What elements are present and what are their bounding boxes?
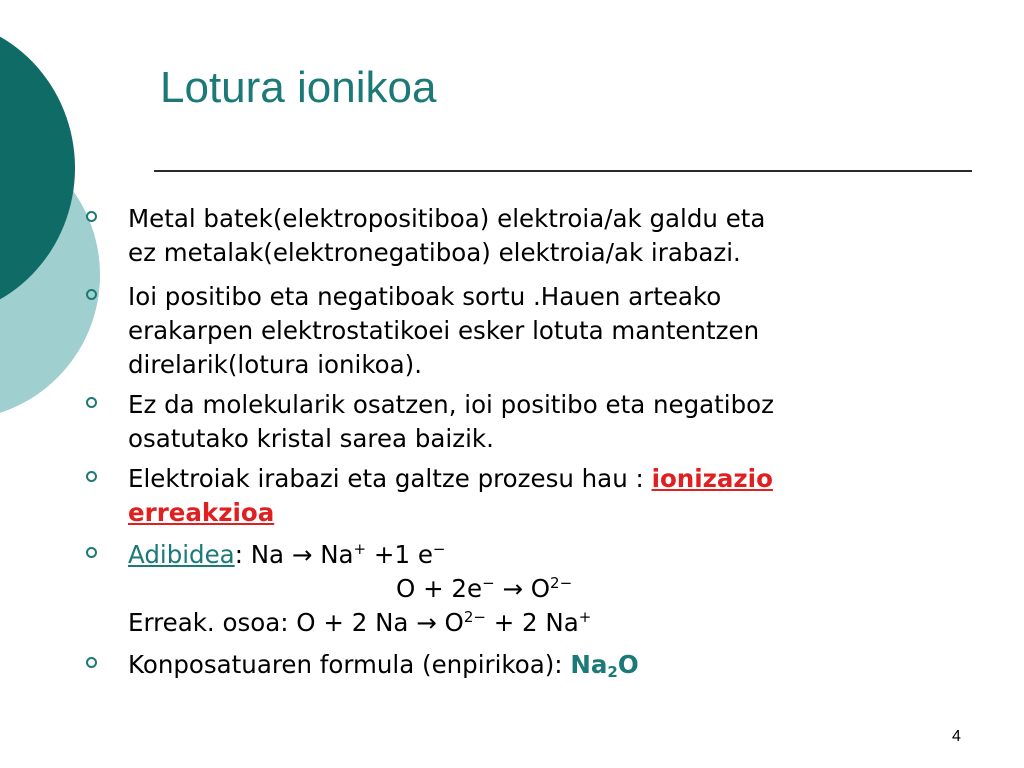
bullet-line: Ioi positibo eta negatiboak sortu .Hauen arteako: [128, 282, 722, 311]
bullet-line: ez metalak(elektronegatiboa) elektroia/ak irabazi.: [128, 238, 741, 267]
bullet-ring-icon: [86, 397, 97, 408]
arrow-icon: →: [416, 608, 437, 637]
symbol-o: O: [522, 574, 551, 603]
charge-minus: −: [432, 540, 446, 558]
bullet-line: [128, 496, 773, 530]
bullet-ring-icon: [86, 471, 97, 482]
bullet-ring-icon: [86, 289, 97, 300]
reaction-line-2: [128, 572, 591, 606]
bullet-ring-icon: [86, 657, 97, 668]
charge-plus: +: [353, 540, 367, 558]
charge-two-minus: 2−: [463, 608, 486, 626]
electron-term: +1 e: [366, 540, 433, 569]
bullet-ring-icon: [86, 211, 97, 222]
bullet-line: Metal batek(elektropositiboa) elektroia/ak galdu eta: [128, 204, 766, 233]
overall-reaction-left: Erreak. osoa: O + 2 Na: [128, 608, 417, 637]
bullet-ring-icon: [86, 547, 97, 558]
charge-plus: +: [578, 608, 592, 626]
slide-title: Lotura ionikoa: [160, 63, 437, 112]
bullet-item-3: [128, 388, 774, 456]
colon: :: [234, 540, 251, 569]
bullet-text: Konposatuaren formula (enpirikoa):: [128, 650, 571, 679]
formula-o: O: [617, 650, 639, 679]
symbol-o: O: [436, 608, 464, 637]
bullet-item-4: [128, 462, 773, 530]
formula-subscript: 2: [607, 663, 618, 681]
arrow-icon: →: [502, 574, 523, 603]
highlight-ionizazio: ionizazio: [651, 464, 773, 493]
bullet-item-6: [128, 648, 639, 682]
adibidea-link[interactable]: Adibidea: [128, 540, 235, 569]
bullet-line: Ez da molekularik osatzen, ioi positibo eta negatiboz: [128, 390, 774, 419]
bullet-line: erakarpen elektrostatikoei esker lotuta mantentzen: [128, 316, 760, 345]
bullet-item-5: [128, 538, 591, 640]
highlight-erreakzioa: erreakzioa: [128, 498, 275, 527]
title-divider: [154, 170, 972, 172]
bullet-line: osatutako kristal sarea baizik.: [128, 424, 494, 453]
symbol-na: Na: [250, 540, 292, 569]
overall-reaction-right: + 2 Na: [485, 608, 579, 637]
bullet-line: [128, 462, 773, 496]
bullet-item-2: [128, 280, 759, 382]
bullet-text: Elektroiak irabazi eta galtze prozesu hau :: [128, 464, 652, 493]
charge-minus: −: [482, 574, 495, 592]
reaction-line-3: [128, 606, 591, 640]
charge-two-minus: 2−: [550, 574, 573, 592]
symbol-na-ion: Na: [312, 540, 354, 569]
bullet-item-1: [128, 202, 765, 270]
bullet-line: direlarik(lotura ionikoa).: [128, 350, 423, 379]
arrow-icon: →: [291, 540, 313, 569]
slide-number: 4: [952, 728, 961, 745]
formula-na: Na: [570, 650, 608, 679]
bullet-line: [128, 648, 639, 682]
reaction-line-1: [128, 538, 591, 572]
reaction-left: O + 2e: [396, 574, 483, 603]
